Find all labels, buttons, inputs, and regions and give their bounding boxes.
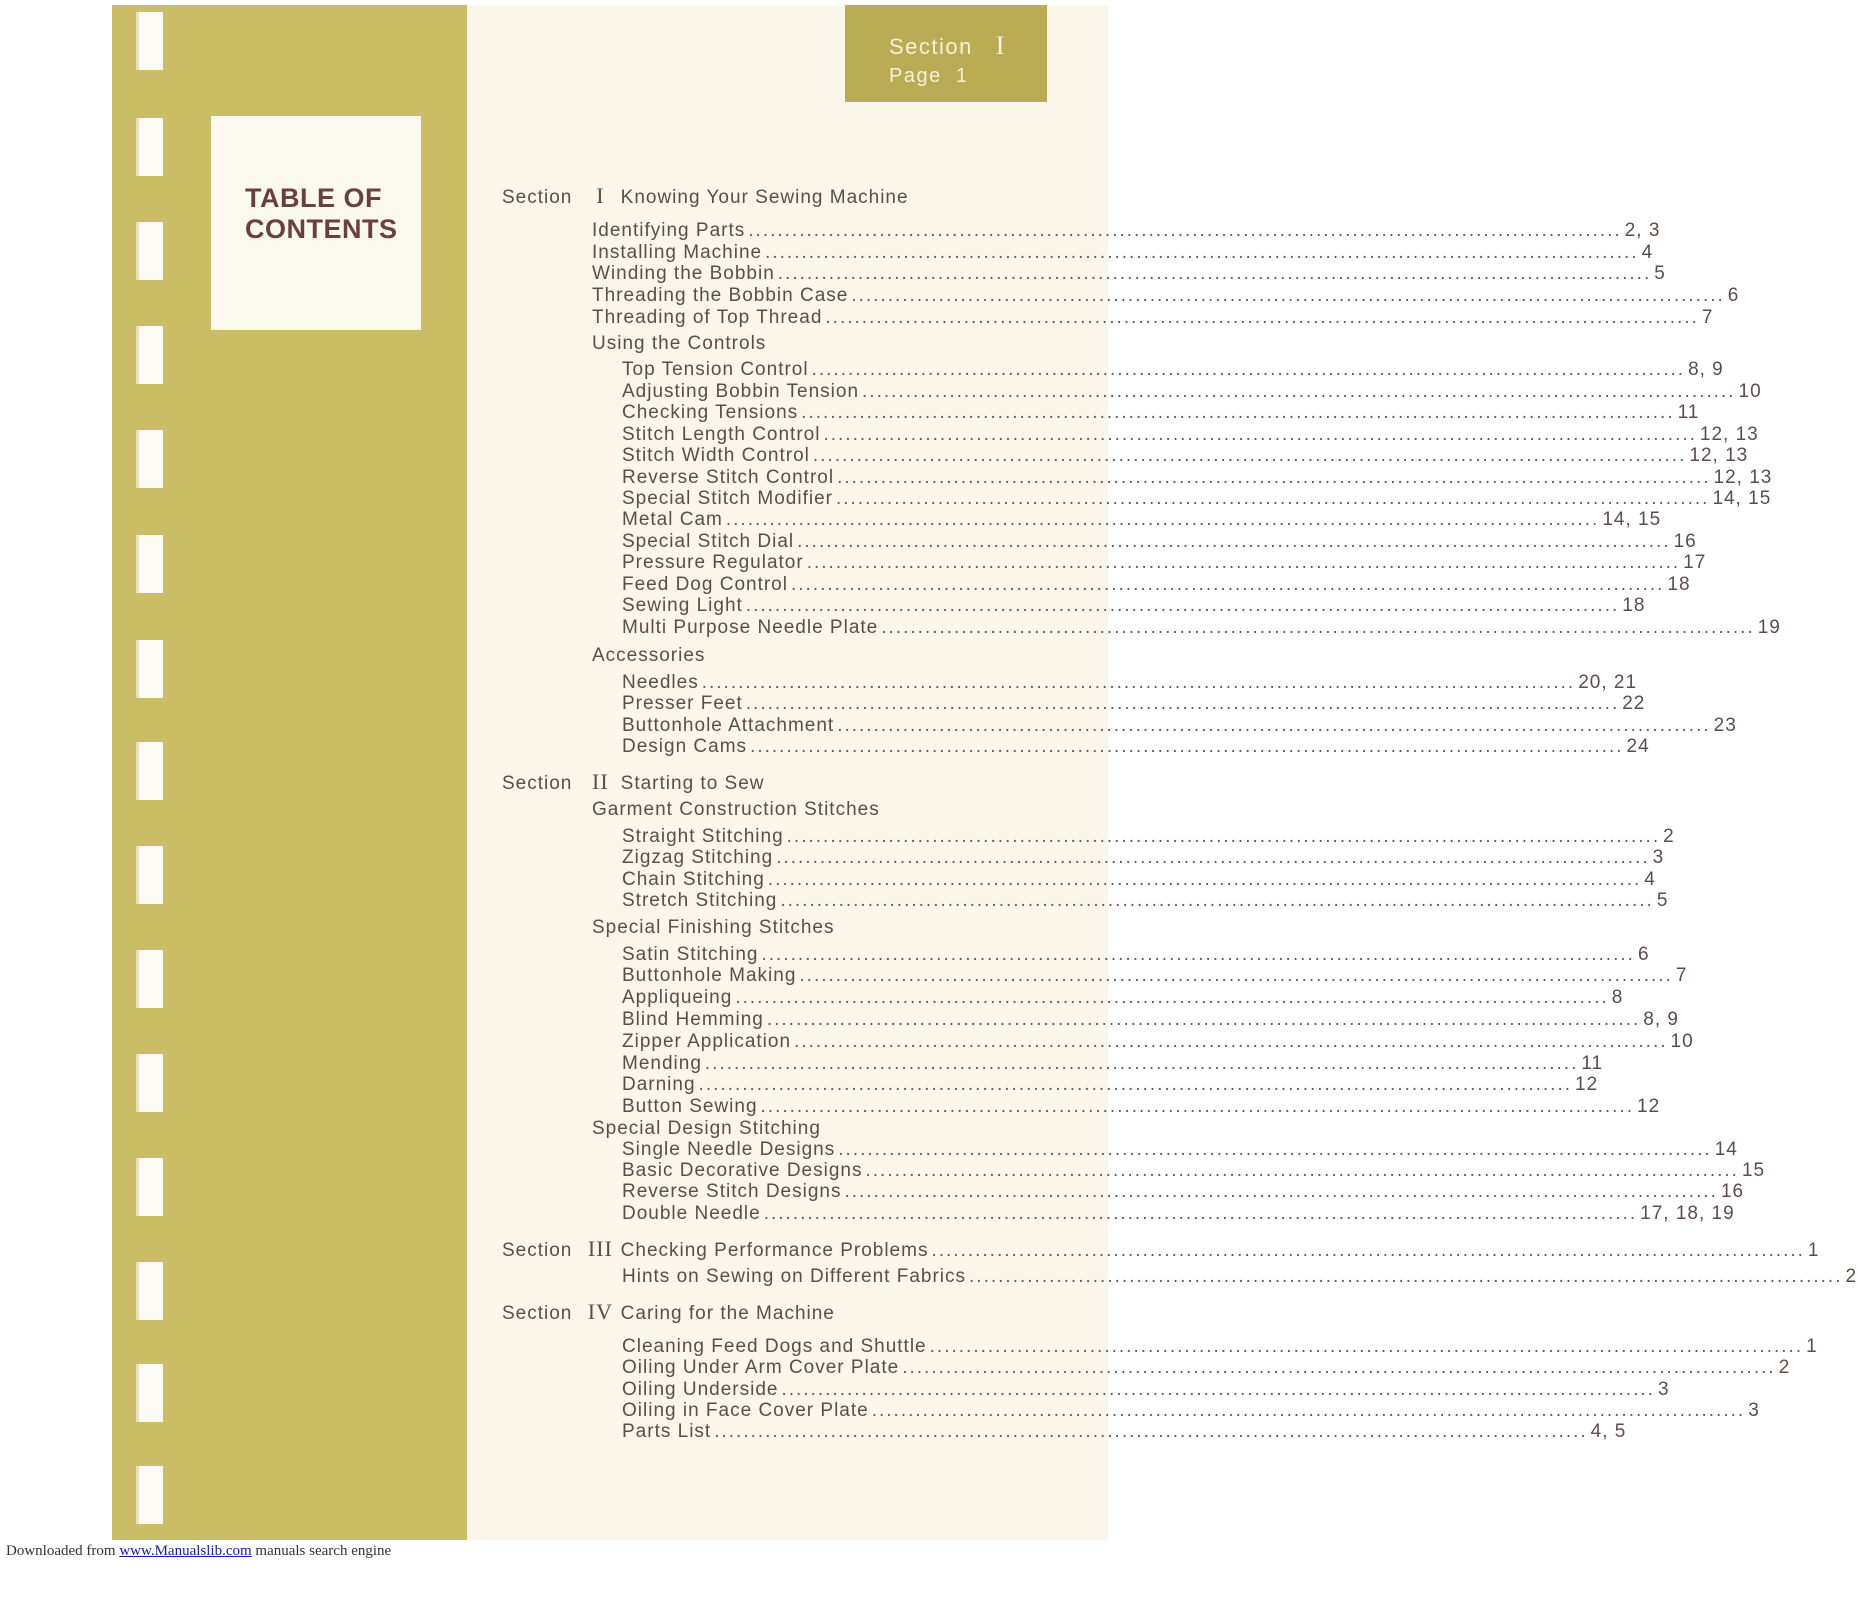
page-number: 10: [1670, 1031, 1694, 1052]
page-number: 20, 21: [1578, 672, 1638, 693]
entry-title: Stitch Length Control: [622, 424, 821, 445]
toc-section-row: [502, 185, 909, 209]
tab-page-label: Page: [889, 65, 942, 87]
subheading-text: Using the Controls: [592, 333, 767, 354]
leader-dots: ........................................................................................................................: [799, 965, 1673, 986]
leader-dots: ........................................................................................................................: [881, 617, 1755, 638]
page-number: 16: [1673, 531, 1697, 552]
toc-entry: [622, 1336, 1818, 1358]
subheading-text: Special Design Stitching: [592, 1118, 821, 1139]
leader-dots: ........................................................................................................................: [902, 1357, 1776, 1378]
leader-dots: ........................................................................................................................: [735, 987, 1609, 1008]
leader-dots: ........................................................................................................................: [811, 359, 1686, 380]
toc-entry: [622, 1421, 1627, 1443]
leader-dots: ........................................................................................................................: [714, 1421, 1588, 1442]
page-number: 18: [1667, 574, 1691, 595]
page-number: 3: [1652, 847, 1665, 868]
entry-title: Zipper Application: [622, 1031, 792, 1052]
page-number: 6: [1637, 944, 1650, 965]
entry-title: Reverse Stitch Designs: [622, 1181, 842, 1202]
page-number: 3: [1748, 1400, 1760, 1421]
toc-subheading: [592, 333, 1042, 355]
binding-hole: [136, 12, 163, 70]
entry-title: Stretch Stitching: [622, 890, 778, 911]
binding-hole: [136, 1466, 163, 1524]
toc-entry: [622, 1074, 1599, 1096]
page-number: 5: [1654, 263, 1666, 284]
entry-title: Identifying Parts: [592, 220, 746, 241]
toc-entry: [622, 488, 1772, 510]
binding-hole: [136, 1158, 163, 1216]
leader-dots: ........................................................................................................................: [761, 944, 1635, 965]
binding-hole: [136, 640, 163, 698]
toc-entry: [622, 672, 1638, 694]
leader-dots: ........................................................................................................................: [838, 1139, 1712, 1160]
entry-title: Buttonhole Attachment: [622, 715, 835, 736]
page-number: 2: [1663, 826, 1675, 847]
leader-dots: ........................................................................................................................: [871, 1400, 1746, 1421]
page-number: 22: [1622, 693, 1646, 714]
leader-dots: ........................................................................................................................: [837, 715, 1711, 736]
binding-hole: [136, 535, 163, 593]
section-title: Caring for the Machine: [620, 1303, 835, 1324]
page-number: 4: [1644, 869, 1656, 890]
toc-subheading: [592, 917, 1042, 939]
toc-entry: [622, 402, 1700, 424]
page-number: 14, 15: [1602, 509, 1662, 530]
toc-entry: [592, 220, 1661, 242]
toc-entry: [622, 445, 1749, 467]
toc-entry: [622, 736, 1650, 758]
page-number: 1: [1807, 1240, 1820, 1261]
entry-title: Button Sewing: [622, 1096, 758, 1117]
binding-hole: [136, 1364, 163, 1422]
toc-entry: [622, 1379, 1670, 1401]
section-number: IV: [587, 1299, 613, 1324]
toc-entry: [622, 1139, 1738, 1161]
entry-title: Installing Machine: [592, 242, 763, 263]
page-number: 3: [1657, 1379, 1670, 1400]
toc-entry: [622, 944, 1650, 966]
toc-entry: [622, 424, 1759, 446]
tab-section: [889, 31, 1006, 61]
binding-hole: [136, 846, 163, 904]
page-number: 6: [1727, 285, 1740, 306]
page-number: 5: [1656, 890, 1669, 911]
leader-dots: ........................................................................................................................: [862, 381, 1736, 402]
leader-dots: ........................................................................................................................: [776, 847, 1650, 868]
page-number: 18: [1622, 595, 1646, 616]
entry-title: Appliqueing: [622, 987, 733, 1008]
toc-section-row: [502, 771, 765, 795]
leader-dots: ........................................................................................................................: [704, 1053, 1579, 1074]
leader-dots: ........................................................................................................................: [835, 488, 1710, 509]
leader-dots: ........................................................................................................................: [780, 890, 1654, 911]
leader-dots: ........................................................................................................................: [844, 1181, 1718, 1202]
section-label: Section: [502, 1240, 573, 1261]
binding-hole: [136, 1054, 163, 1112]
entry-title: Feed Dog Control: [622, 574, 788, 595]
leader-dots: ........................................................................................................................: [790, 574, 1665, 595]
page-number: 17, 18, 19: [1640, 1203, 1735, 1224]
section-number: I: [596, 183, 605, 208]
leader-dots: ........................................................................................................................: [767, 869, 1642, 890]
toc-subheading: [592, 799, 1042, 821]
leader-dots: ........................................................................................................................: [750, 736, 1624, 757]
entry-title: Pressure Regulator: [622, 552, 804, 573]
page-number: 2: [1845, 1266, 1857, 1287]
binding-hole: [136, 950, 163, 1008]
page-number: 16: [1720, 1181, 1745, 1202]
toc-entry: [592, 242, 1654, 264]
toc-entry: [622, 987, 1624, 1009]
leader-dots: ........................................................................................................................: [837, 467, 1711, 488]
entry-title: Buttonhole Making: [622, 965, 797, 986]
entry-title: Special Stitch Modifier: [622, 488, 833, 509]
leader-dots: ........................................................................................................................: [748, 220, 1622, 241]
page-number: 12: [1637, 1096, 1661, 1117]
entry-title: Special Stitch Dial: [622, 531, 795, 552]
entry-title: Darning: [622, 1074, 696, 1095]
toc-entry: [622, 1266, 1857, 1288]
leader-dots: ........................................................................................................................: [781, 1379, 1655, 1400]
page-number: 8: [1611, 987, 1624, 1008]
toc-entry: [592, 285, 1740, 307]
entry-title: Reverse Stitch Control: [622, 467, 835, 488]
leader-dots: ........................................................................................................................: [766, 1009, 1641, 1030]
tab-section-number: I: [995, 31, 1006, 60]
entry-title: Blind Hemming: [622, 1009, 764, 1030]
page-number: 4, 5: [1590, 1421, 1627, 1442]
leader-dots: ........................................................................................................................: [823, 424, 1697, 445]
leader-dots: ........................................................................................................................: [931, 1240, 1805, 1261]
section-number: III: [587, 1236, 613, 1261]
footer-suffix: manuals search engine: [255, 1543, 392, 1559]
leader-dots: ........................................................................................................................: [865, 1160, 1739, 1181]
toc-entry: [622, 826, 1675, 848]
page-number: 15: [1741, 1160, 1766, 1181]
entry-title: Needles: [622, 672, 699, 693]
leader-dots: ........................................................................................................................: [969, 1266, 1843, 1287]
binding-hole: [136, 222, 163, 280]
toc-entry: [622, 595, 1646, 617]
leader-dots: ........................................................................................................................: [765, 242, 1639, 263]
toc-entry: [622, 869, 1656, 891]
toc-entry: [622, 552, 1707, 574]
page-title: TABLE OF CONTENTS: [245, 183, 398, 244]
entry-title: Sewing Light: [622, 595, 743, 616]
toc-entry: [622, 890, 1669, 912]
toc-entry: [622, 467, 1773, 489]
footer: [6, 1543, 391, 1560]
toc-entry: [622, 381, 1762, 403]
page-number: 14: [1714, 1139, 1738, 1160]
entry-title: Metal Cam: [622, 509, 723, 530]
subheading-text: Accessories: [592, 645, 706, 666]
section-number: II: [592, 769, 609, 794]
toc-entry: [622, 715, 1737, 737]
leader-dots: ........................................................................................................................: [794, 1031, 1668, 1052]
toc-entry: [622, 359, 1724, 381]
toc-entry: [622, 574, 1691, 596]
page-number: 24: [1626, 736, 1650, 757]
toc-entry: [622, 1160, 1766, 1182]
entry-title: Winding the Bobbin: [592, 263, 775, 284]
entry-title: Zigzag Stitching: [622, 847, 774, 868]
entry-title: Multi Purpose Needle Plate: [622, 617, 879, 638]
toc-entry: [622, 1053, 1604, 1075]
toc-entry: [622, 965, 1688, 987]
leader-dots: ........................................................................................................................: [777, 263, 1652, 284]
entry-title: Cleaning Feed Dogs and Shuttle: [622, 1336, 927, 1357]
entry-title: Mending: [622, 1053, 702, 1074]
toc-entry: [622, 1031, 1694, 1053]
page-number: 12: [1575, 1074, 1599, 1095]
tab-page-number: 1: [955, 65, 969, 87]
page-number: 23: [1713, 715, 1737, 736]
entry-title: Threading the Bobbin Case: [592, 285, 849, 306]
toc-entry: [622, 1357, 1791, 1379]
binding-hole: [136, 742, 163, 800]
section-title: Starting to Sew: [620, 773, 765, 794]
entry-title: Chain Stitching: [622, 869, 765, 890]
entry-title: Basic Decorative Designs: [622, 1160, 863, 1181]
section-title: Knowing Your Sewing Machine: [620, 187, 909, 208]
page-number: 7: [1701, 307, 1714, 328]
leader-dots: ........................................................................................................................: [745, 693, 1620, 714]
entry-title: Single Needle Designs: [622, 1139, 836, 1160]
leader-dots: ........................................................................................................................: [701, 672, 1576, 693]
binding-hole: [136, 1262, 163, 1320]
page-number: 1: [1806, 1336, 1818, 1357]
leader-dots: ........................................................................................................................: [851, 285, 1725, 306]
binding-hole: [136, 430, 163, 488]
leader-dots: ........................................................................................................................: [763, 1203, 1638, 1224]
leader-dots: ........................................................................................................................: [929, 1336, 1804, 1357]
manualslib-link[interactable]: www.Manualslib.com: [119, 1543, 252, 1559]
leader-dots: ........................................................................................................................: [797, 531, 1671, 552]
entry-title: Presser Feet: [622, 693, 743, 714]
leader-dots: ........................................................................................................................: [725, 509, 1600, 530]
section-label: Section: [502, 773, 573, 794]
page-number: 8, 9: [1643, 1009, 1679, 1030]
entry-title: Design Cams: [622, 736, 748, 757]
leader-dots: ........................................................................................................................: [745, 595, 1620, 616]
subheading-text: Special Finishing Stitches: [592, 917, 835, 938]
page-number: 11: [1677, 402, 1700, 423]
entry-title: Straight Stitching: [622, 826, 784, 847]
entry-title: Oiling in Face Cover Plate: [622, 1400, 869, 1421]
toc-entry: [622, 1009, 1679, 1031]
page-number: 19: [1757, 617, 1781, 638]
entry-title: Oiling Under Arm Cover Plate: [622, 1357, 900, 1378]
leader-dots: ........................................................................................................................: [806, 552, 1681, 573]
entry-title: Checking Tensions: [622, 402, 799, 423]
leader-dots: ........................................................................................................................: [812, 445, 1687, 466]
page-number: 10: [1738, 381, 1762, 402]
entry-title: Parts List: [622, 1421, 712, 1442]
toc-entry: [622, 847, 1665, 869]
page-number: 7: [1675, 965, 1688, 986]
leader-dots: ........................................................................................................................: [698, 1074, 1573, 1095]
section-label: Section: [502, 1303, 573, 1324]
toc-entry: [622, 1096, 1661, 1118]
toc-entry: [622, 509, 1662, 531]
tab-page: [889, 65, 968, 88]
toc-subheading: [592, 645, 1042, 667]
subheading-text: Garment Construction Stitches: [592, 799, 880, 820]
toc-entry: [622, 531, 1697, 553]
section-page-tab: [845, 5, 1047, 102]
entry-title: Stitch Width Control: [622, 445, 810, 466]
page-number: 11: [1581, 1053, 1604, 1074]
toc-section-row: [502, 1236, 1820, 1262]
entry-title: Hints on Sewing on Different Fabrics: [622, 1266, 967, 1287]
binding-hole: [136, 326, 163, 384]
toc-entry: [622, 1181, 1745, 1203]
entry-title: Threading of Top Thread: [592, 307, 823, 328]
page-number: 12, 13: [1699, 424, 1759, 445]
page-number: 14, 15: [1712, 488, 1772, 509]
leader-dots: ........................................................................................................................: [786, 826, 1661, 847]
entry-title: Oiling Underside: [622, 1379, 779, 1400]
page-number: 8, 9: [1688, 359, 1724, 380]
entry-title: Double Needle: [622, 1203, 761, 1224]
toc-entry: [592, 307, 1714, 329]
page-number: 17: [1683, 552, 1707, 573]
footer-prefix: Downloaded from: [6, 1543, 116, 1559]
leader-dots: ........................................................................................................................: [760, 1096, 1634, 1117]
tab-section-label: Section: [889, 34, 973, 59]
toc-entry: [622, 617, 1781, 639]
entry-title: Adjusting Bobbin Tension: [622, 381, 860, 402]
page-number: 2, 3: [1624, 220, 1661, 241]
page-number: 4: [1641, 242, 1654, 263]
toc-entry: [622, 1203, 1735, 1225]
toc-subheading: [592, 1118, 1042, 1140]
section-label: Section: [502, 187, 573, 208]
entry-title: Satin Stitching: [622, 944, 759, 965]
toc-section-row: [502, 1301, 835, 1325]
bottom-margin: [100, 1564, 1110, 1600]
page-number: 12, 13: [1689, 445, 1749, 466]
leader-dots: ........................................................................................................................: [801, 402, 1675, 423]
toc-entry: [622, 1400, 1760, 1422]
leader-dots: ........................................................................................................................: [825, 307, 1699, 328]
binding-hole: [136, 118, 163, 176]
page-number: 2: [1778, 1357, 1791, 1378]
entry-title: Top Tension Control: [622, 359, 809, 380]
toc-entry: [622, 693, 1646, 715]
section-title: Checking Performance Problems: [620, 1240, 929, 1261]
toc-entry: [592, 263, 1666, 285]
page-number: 12, 13: [1713, 467, 1773, 488]
